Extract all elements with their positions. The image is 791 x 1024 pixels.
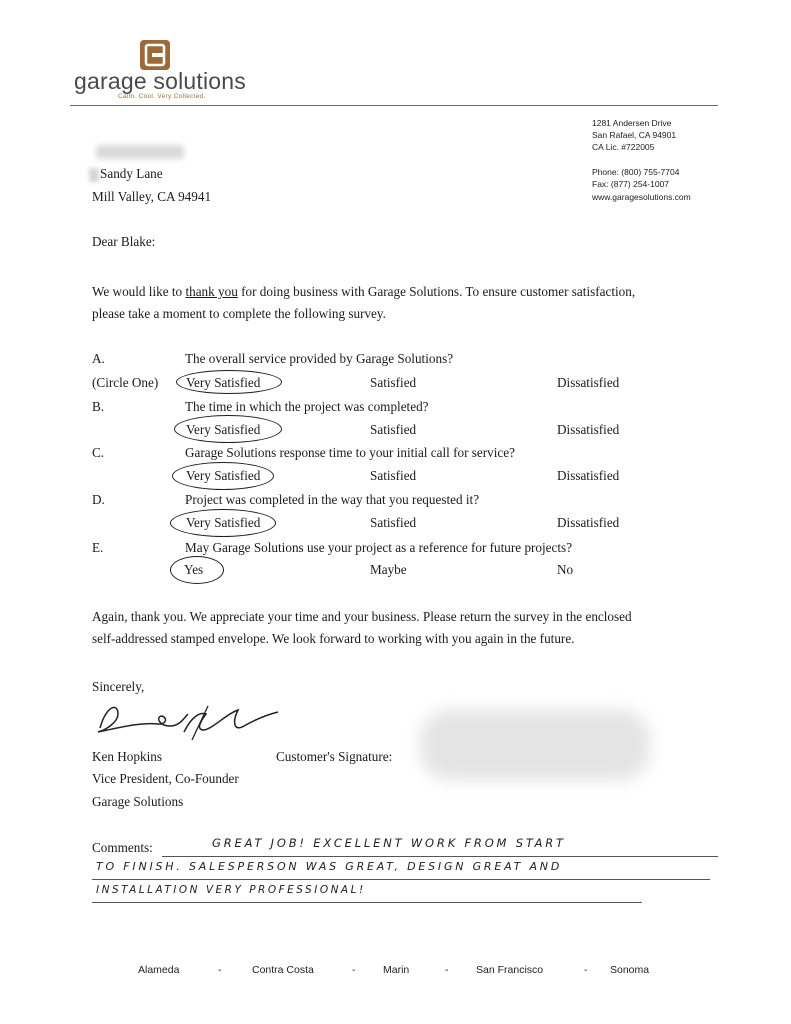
logo-tagline: Calm. Cool. Very Collected. [118,93,206,100]
salutation: Dear Blake: [92,234,156,249]
company-license: CA Lic. #722005 [592,142,655,152]
question-d-text: Project was completed in the way that you requested it? [185,492,480,507]
question-a-selected-circle [176,370,282,394]
circle-one-label: (Circle One) [92,375,159,390]
question-a-letter: A. [92,351,105,366]
footer-location-contra-costa: Contra Costa [252,964,314,976]
redacted-recipient-name [96,145,184,159]
logo-mark [140,40,170,70]
question-b-option-very-satisfied[interactable]: Very Satisfied [186,422,261,437]
redacted-customer-signature [420,710,650,780]
question-e-letter: E. [92,540,104,555]
comment-handwritten-line3: INSTALLATION VERY PROFESSIONAL! [96,884,366,896]
signer-name: Ken Hopkins [92,749,162,764]
signer-title: Vice President, Co-Founder [92,771,239,786]
question-c-text: Garage Solutions response time to your initial call for service? [185,445,515,460]
company-address-line2: San Rafael, CA 94901 [592,130,677,140]
footer-location-san-francisco: San Francisco [476,964,544,976]
sincerely: Sincerely, [92,679,145,694]
footer-location-marin: Marin [383,964,410,976]
comment-handwritten-line2: TO FINISH. SALESPERSON WAS GREAT, DESIGN GREAT AND [96,860,563,873]
question-b-letter: B. [92,399,105,414]
intro-text-b: for doing business with Garage Solutions. To ensure customer satisfaction, [237,284,636,299]
company-phone: Phone: (800) 755-7704 [592,167,680,177]
comments-underline-2 [92,879,710,880]
question-e-option-no[interactable]: No [557,562,574,577]
comments-label: Comments: [92,840,153,855]
comments-underline-1 [162,856,718,857]
question-d-option-dissatisfied[interactable]: Dissatisfied [557,515,620,530]
footer-separator: - [352,964,356,976]
question-c-letter: C. [92,445,105,460]
question-c-option-dissatisfied[interactable]: Dissatisfied [557,468,620,483]
question-a-option-satisfied[interactable]: Satisfied [370,375,417,390]
thank-you-link[interactable]: thank you [185,284,238,299]
comment-handwritten-line1: GREAT JOB! EXCELLENT WORK FROM START [212,836,566,850]
question-e-selected-circle [170,556,224,584]
question-e-text: May Garage Solutions use your project as a reference for future projects? [185,540,573,555]
redacted-house-number [89,168,99,182]
question-e-option-maybe[interactable]: Maybe [370,562,407,577]
question-c-option-very-satisfied[interactable]: Very Satisfied [186,468,261,483]
question-c-option-satisfied[interactable]: Satisfied [370,468,417,483]
company-address-line1: 1281 Andersen Drive [592,118,672,128]
question-a-option-very-satisfied[interactable]: Very Satisfied [186,375,261,390]
question-e-option-yes[interactable]: Yes [184,562,204,577]
question-a-text: The overall service provided by Garage Solutions? [185,351,454,366]
signature-image [88,692,288,748]
company-fax: Fax: (877) 254-1007 [592,179,670,189]
footer-separator: - [218,964,222,976]
signer-company: Garage Solutions [92,794,184,809]
question-c-selected-circle [172,462,274,490]
header-rule [70,105,718,106]
footer-location-sonoma: Sonoma [610,964,650,976]
logo-name: garage solutions [74,68,246,94]
question-a-option-dissatisfied[interactable]: Dissatisfied [557,375,620,390]
comments-underline-3 [92,902,642,903]
intro-text-a: We would like to [92,284,186,299]
question-d-selected-circle [170,509,276,537]
footer-location-alameda: Alameda [138,964,180,976]
footer-separator: - [584,964,588,976]
recipient-street: Sandy Lane [100,166,163,181]
question-d-option-very-satisfied[interactable]: Very Satisfied [186,515,261,530]
logo-g-icon [140,40,170,70]
closing-line2: self-addressed stamped envelope. We look forward to working with you again in the future. [92,631,575,646]
footer-separator: - [445,964,449,976]
intro-line1 [92,284,635,300]
question-b-selected-circle [174,415,282,443]
question-b-text: The time in which the project was completed? [185,399,429,414]
customer-signature-label: Customer's Signature: [276,749,393,764]
question-b-option-dissatisfied[interactable]: Dissatisfied [557,422,620,437]
question-b-option-satisfied[interactable]: Satisfied [370,422,417,437]
question-d-letter: D. [92,492,105,507]
closing-line1: Again, thank you. We appreciate your time and your business. Please return the survey in the enclosed [92,609,632,624]
question-d-option-satisfied[interactable]: Satisfied [370,515,417,530]
company-website[interactable]: www.garagesolutions.com [592,192,691,202]
recipient-city: Mill Valley, CA 94941 [92,189,212,204]
intro-line2: please take a moment to complete the following survey. [92,306,386,321]
